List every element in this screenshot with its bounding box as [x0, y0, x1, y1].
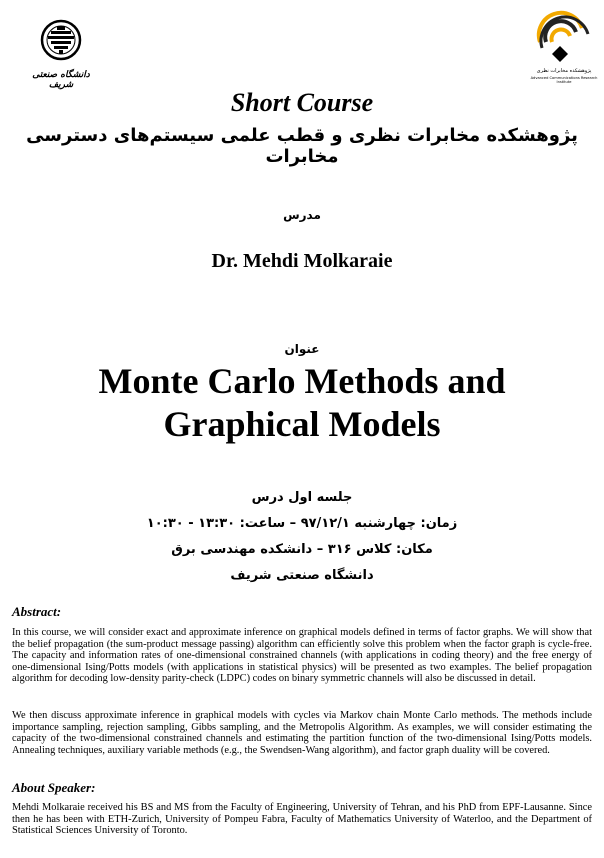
title-label: عنوان	[284, 342, 320, 356]
speaker-heading: About Speaker:	[12, 780, 96, 795]
institute-logo-caption-fa: پژوهشکده مخابرات نظری	[536, 68, 592, 74]
lecturer-name: Dr. Mehdi Molkaraie	[211, 250, 393, 272]
abstract-paragraph-2: We then discuss approximate inference in graphical models with cycles via Markov chain Monte Carlo methods. The methods include importance sampling, rejection sampling, Gibbs sampling, and the Metropolis Algorithm. As examples, we will consider estimating the capacity of the two-dimensional constrained channels and estimating the partition function of the two-dimensional Ising/Potts models. Annealing techniques, auxiliary variable methods (e.g., the Swendsen-Wang algorithm), and factor graph duality will be covered.	[12, 710, 592, 756]
session-place: مکان: کلاس ۳۱۶ – دانشکده مهندسی برق	[171, 542, 433, 557]
university-name: دانشگاه صنعتی شریف	[230, 568, 374, 583]
session-time: زمان: چهارشنبه ۹۷/۱۲/۱ – ساعت: ۱۳:۳۰ - ۱۰:۳۰	[146, 516, 458, 531]
course-title-line-1: Monte Carlo Methods and	[98, 361, 506, 401]
course-title	[0, 360, 604, 446]
speaker-bio: Mehdi Molkaraie received his BS and MS from the Faculty of Engineering, University of Tehran, and his PhD from EPF-Lausanne. Since then he has been with ETH-Zurich, University of Pompeu Fabra, Faculty of Mathematics University of Waterloo, and the Department of Statistical Sciences University of Toronto.	[12, 802, 592, 837]
institute-logo	[530, 8, 598, 86]
lecturer-label: مدرس	[283, 208, 321, 222]
course-title-line-2: Graphical Models	[163, 404, 441, 444]
institute-logo-caption-en: Advanced Communications Research Institute	[530, 76, 598, 84]
university-logo-caption: دانشگاه صنعتی شریف	[32, 70, 90, 90]
center-name: پژوهشکده مخابرات نظری و قطب علمی سیستم‌های دسترسی مخابرات	[26, 125, 578, 167]
abstract-paragraph-1: In this course, we will consider exact and approximate inference on graphical models defined in terms of factor graphs. We will show that the belief propagation (the sum-product message passing) algorithm can efficiently solve this problem when the factor graph is cycle-free. The capacity and information rates of one-dimensional constrained channels (with applications in coding theory) and the free energy of one-dimensional Ising/Potts models (with applications in statistical physics) will be presented as two examples. The belief propagation algorithm for decoding low-density parity-check (LDPC) codes on binary symmetric channels will also be discussed in detail.	[12, 627, 592, 685]
session-label: جلسه اول درس	[251, 490, 353, 505]
course-type: Short Course	[230, 88, 374, 117]
university-logo	[20, 10, 102, 92]
abstract-heading: Abstract:	[12, 604, 62, 619]
institute-signal-icon	[530, 8, 598, 68]
